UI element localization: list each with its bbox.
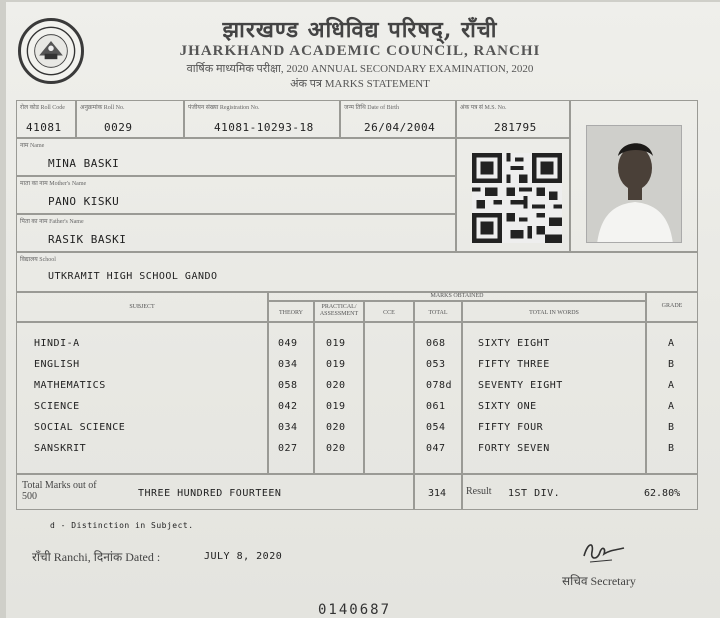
registration-label: पंजीयन संख्या Registration No. — [188, 105, 260, 111]
dob-label: जन्म तिथि Date of Birth — [344, 105, 399, 111]
cce-header: CCE — [383, 310, 395, 316]
school-name-value: UTKRAMIT HIGH SCHOOL GANDO — [48, 271, 218, 282]
table-row — [0, 380, 720, 400]
table-row — [0, 422, 720, 442]
subject-name: SANSKRIT — [34, 443, 87, 454]
roll-no-value: 0029 — [104, 121, 133, 134]
subject-name: MATHEMATICS — [34, 380, 106, 391]
percentage-value: 62.80% — [644, 488, 681, 499]
distinction-note: d - Distinction in Subject. — [50, 521, 194, 530]
total-marks: 047 — [426, 443, 446, 454]
registration-value: 41081-10293-18 — [214, 121, 314, 134]
father-label: पिता का नाम Father's Name — [20, 219, 84, 225]
total-header: TOTAL — [428, 310, 448, 316]
total-marks: 068 — [426, 338, 446, 349]
marks-in-words: SIXTY ONE — [478, 401, 537, 412]
marks-in-words: FIFTY FOUR — [478, 422, 544, 433]
table-row — [0, 401, 720, 421]
subject-name: SOCIAL SCIENCE — [34, 422, 126, 433]
issue-date: JULY 8, 2020 — [204, 551, 283, 562]
father-name-value: RASIK BASKI — [48, 233, 127, 246]
result-label: Result — [466, 486, 492, 497]
theory-marks: 034 — [278, 359, 298, 370]
theory-marks: 042 — [278, 401, 298, 412]
practical-marks: 020 — [326, 422, 346, 433]
words-header: TOTAL IN WORDS — [529, 310, 579, 316]
grade: A — [668, 338, 675, 349]
grade: A — [668, 380, 675, 391]
grade: B — [668, 443, 675, 454]
subject-header: SUBJECT — [129, 304, 155, 310]
subject-name: ENGLISH — [34, 359, 80, 370]
total-marks: 053 — [426, 359, 446, 370]
marks-in-words: FIFTY THREE — [478, 359, 550, 370]
practical-header: PRACTICAL/ ASSESSMENT — [319, 304, 359, 317]
roll-no-label: अनुक्रमांक Roll No. — [80, 105, 125, 111]
subject-name: HINDI-A — [34, 338, 80, 349]
grade: B — [668, 422, 675, 433]
school-label: विद्यालय School — [20, 257, 56, 263]
dob-value: 26/04/2004 — [364, 121, 436, 134]
practical-marks: 019 — [326, 401, 346, 412]
practical-marks: 019 — [326, 359, 346, 370]
statement-title: अंक पत्र MARKS STATEMENT — [290, 78, 430, 90]
mother-label: माता का नाम Mother's Name — [20, 181, 87, 187]
theory-marks: 027 — [278, 443, 298, 454]
grand-total-in-words: THREE HUNDRED FOURTEEN — [138, 488, 282, 499]
table-row — [0, 443, 720, 463]
ms-no-label: अंक पत्र सं M.S. No. — [460, 105, 507, 111]
table-row — [0, 338, 720, 358]
practical-marks: 020 — [326, 443, 346, 454]
subject-name: SCIENCE — [34, 401, 80, 412]
theory-marks: 034 — [278, 422, 298, 433]
total-marks: 078d — [426, 380, 453, 391]
marks-in-words: SEVENTY EIGHT — [478, 380, 563, 391]
practical-marks: 019 — [326, 338, 346, 349]
council-title-hindi: झारखण्ड अधिविद्य परिषद्, राँची — [222, 17, 498, 43]
qr-code-icon — [472, 153, 562, 243]
ms-no-value: 281795 — [494, 121, 537, 134]
marks-obtained-header: MARKS OBTAINED — [430, 293, 484, 299]
exam-title: वार्षिक माध्यमिक परीक्षा, 2020 ANNUAL SECONDARY EXAMINATION, 2020 — [186, 63, 534, 75]
secretary-signature — [580, 538, 630, 566]
grade: B — [668, 359, 675, 370]
dated-label: राँची Ranchi, दिनांक Dated : — [32, 550, 161, 564]
secretary-label: सचिव Secretary — [562, 574, 636, 588]
theory-marks: 058 — [278, 380, 298, 391]
roll-code-label: रोल कोड Roll Code — [20, 105, 65, 111]
student-name-value: MINA BASKI — [48, 157, 120, 170]
council-title-english: JHARKHAND ACADEMIC COUNCIL, RANCHI — [179, 43, 541, 59]
roll-code-value: 41081 — [26, 121, 62, 134]
total-marks: 061 — [426, 401, 446, 412]
mother-name-value: PANO KISKU — [48, 195, 120, 208]
result-division: 1ST DIV. — [508, 488, 561, 499]
total-marks: 054 — [426, 422, 446, 433]
practical-marks: 020 — [326, 380, 346, 391]
grade: A — [668, 401, 675, 412]
marks-in-words: SIXTY EIGHT — [478, 338, 550, 349]
theory-marks: 049 — [278, 338, 298, 349]
table-row — [0, 359, 720, 379]
document-serial-number: 0140687 — [318, 602, 392, 618]
student-photo — [586, 125, 682, 243]
grand-total-value: 314 — [428, 488, 447, 499]
grade-header: GRADE — [661, 303, 683, 309]
theory-header: THEORY — [279, 310, 303, 316]
marks-in-words: FORTY SEVEN — [478, 443, 550, 454]
total-marks-label: Total Marks out of 500 — [22, 480, 97, 502]
name-label: नाम Name — [20, 143, 45, 149]
